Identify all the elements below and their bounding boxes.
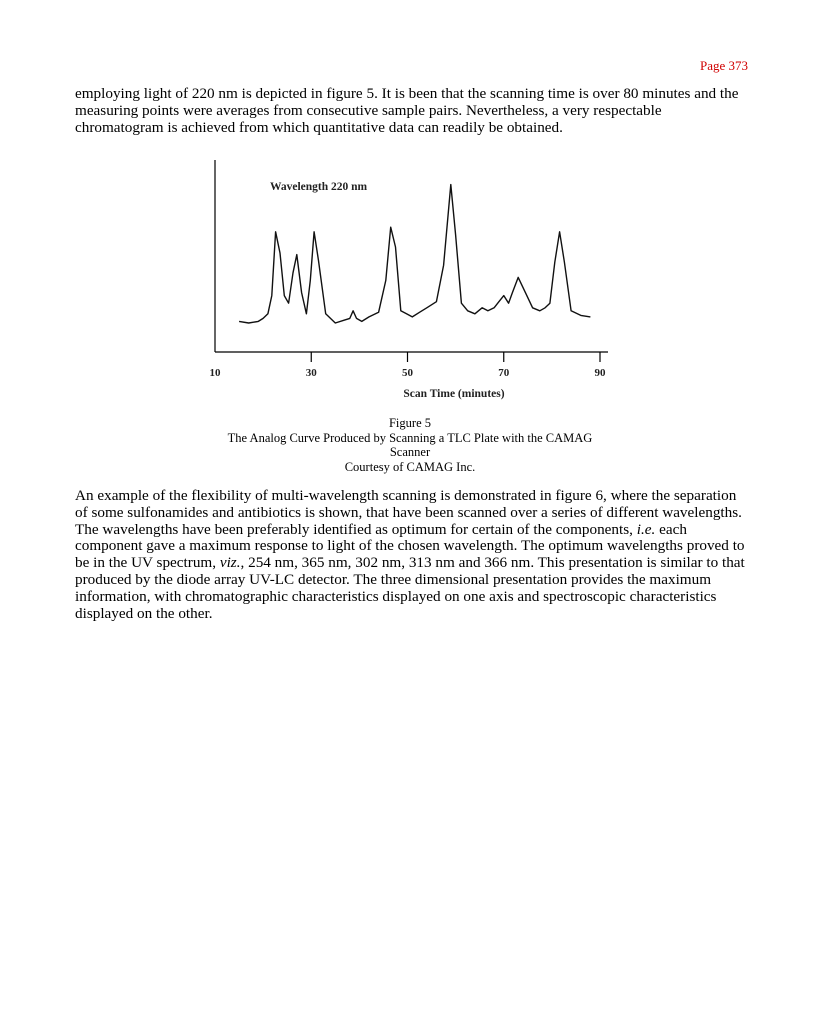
page-number: Page 373	[699, 58, 748, 73]
x-tick-label: 70	[498, 367, 510, 379]
x-tick-label: 90	[594, 367, 606, 379]
figure-caption	[200, 416, 620, 474]
x-axis-label: Scan Time (minutes)	[403, 388, 505, 400]
figure-5	[200, 160, 620, 410]
x-tick-group	[210, 352, 607, 379]
caption-line-2: Scanner	[389, 445, 431, 460]
x-tick-label: 30	[305, 367, 317, 379]
caption-title: Figure 5	[388, 416, 431, 430]
caption-credit: Courtesy of CAMAG Inc.	[344, 459, 476, 474]
x-tick-label: 10	[209, 367, 221, 379]
paragraph-viz: viz.	[219, 554, 241, 572]
caption-line-1: The Analog Curve Produced by Scanning a TLC Plate with the CAMAG	[227, 430, 593, 445]
paragraph-ie: i.e.	[636, 520, 656, 538]
x-tick-label: 50	[402, 367, 413, 379]
paragraph-text-1: An example of the flexibility of multi-wavelength scanning is demonstrated in figure 6, where the separation of some sulfonamides and antibiotics is shown, that have been scanned over a series of different wavelengths. The wavelengths have been preferably identified as optimum for certain of the components,	[75, 487, 742, 538]
paragraph-text-2: each component gave a maximum response to light of the chosen wavelength. The optimum wavelengths proved to be in the UV spectrum,	[75, 520, 745, 572]
paragraph-intro: employing light of 220 nm is depicted in figure 5. It is been that the scanning time is over 80 minutes and the measuring points were averages from consecutive sample pairs. Nevertheless, a very respectable chromatogram is achieved from which quantitative data can readily be obtained.	[75, 85, 739, 136]
chart-title: Wavelength 220 nm	[270, 181, 368, 193]
paragraph-multiwavelength	[75, 488, 751, 622]
chromatogram-curve	[239, 185, 590, 323]
paragraph-text-3: , 254 nm, 365 nm, 302 nm, 313 nm and 366 nm. This presentation is similar to that produced by the diode array UV-LC detector. The three dimensional presentation provides the maximum information, with chromatographic characteristics displayed on one axis and spectroscopic characteristics displayed on the other.	[75, 554, 745, 622]
chromatogram-chart	[200, 160, 620, 410]
